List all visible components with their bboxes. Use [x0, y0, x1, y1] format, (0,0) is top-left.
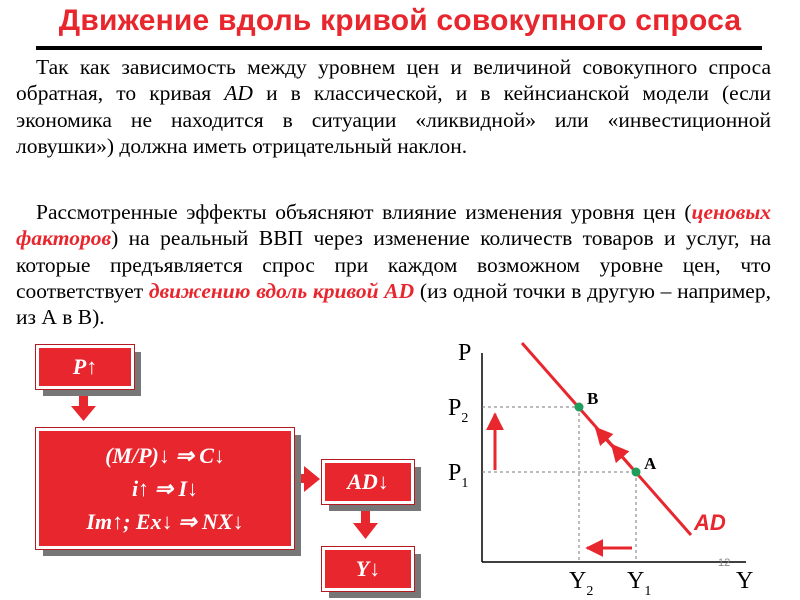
y2-main: Y	[569, 568, 587, 594]
movement-along-ad-highlight: движению вдоль кривой AD	[148, 278, 415, 303]
page-number: 12	[718, 557, 731, 569]
page-title: Движение вдоль кривой совокупного спроса	[58, 4, 742, 37]
flow-arrow-p-to-main	[71, 390, 96, 421]
interest-rate-effect-line: i↑ ⇒ I↓	[131, 476, 199, 501]
paragraph-2-text-a: Рассмотренные эффекты объясняют влияние изменения уровня цен (	[36, 200, 692, 224]
p1-main: P	[448, 460, 462, 486]
ad-curve-label: AD	[694, 510, 726, 535]
real-balance-effect-line: (M/P)↓ ⇒ C↓	[105, 443, 225, 468]
price-rise-box: P↑	[36, 345, 134, 389]
y1-sub: 1	[644, 584, 652, 599]
point-a	[632, 468, 641, 477]
import-purchase-effect-line: Im↑; Ex↓ ⇒ NX↓	[86, 509, 244, 534]
p2-sub: 2	[461, 411, 469, 426]
ad-fall-box: AD↓	[322, 460, 414, 504]
point-a-label: A	[644, 454, 657, 473]
p2-label	[448, 395, 468, 426]
flow-arrow-main-to-ad	[292, 466, 320, 492]
effects-box	[36, 428, 294, 549]
y2-sub: 2	[586, 584, 594, 599]
p1-sub: 1	[461, 476, 469, 491]
paragraph-2-text-b: ) на реальный ВВП через изменение количеств товаров и услуг, на которые предъявляется спрос при каждом возможном уровне цен, что соответствует	[16, 226, 771, 303]
y2-label	[569, 568, 593, 599]
paragraph-1-text-b: и в классической, и в кейнсианской модели (если экономика не находится в ситуации «ликвидной» или «инвестиционной ловушки») должна иметь отрицательный наклон.	[16, 81, 771, 158]
output-fall-box: Y↓	[322, 547, 414, 591]
y1-main: Y	[627, 568, 645, 594]
output-axis-label: Y	[736, 568, 754, 594]
point-b-label: B	[587, 389, 599, 408]
paragraph-1-text-a: Так как зависимость между уровнем цен и величиной совокупного спроса обратная, то кривая	[16, 55, 771, 106]
paragraph-1-ad: AD	[224, 81, 253, 106]
p2-main: P	[448, 395, 462, 421]
point-b	[575, 403, 584, 412]
paragraph-2-text-c: (из одной точки в другую – например, из А в В).	[16, 278, 771, 330]
p1-label	[448, 460, 468, 491]
price-axis-label: P	[458, 340, 472, 366]
price-factors-highlight: ценовых факторов	[16, 200, 771, 251]
movement-arrow-along-curve	[596, 428, 632, 468]
flow-arrow-ad-to-y	[353, 506, 378, 539]
y1-label	[627, 568, 651, 599]
